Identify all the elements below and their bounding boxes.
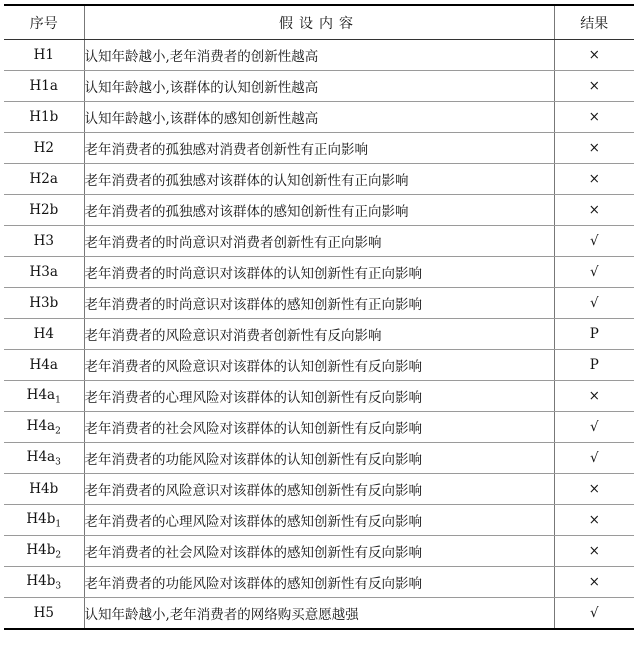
- hypothesis-content: 老年消费者的社会风险对该群体的认知创新性有反向影响: [84, 412, 554, 443]
- hypothesis-content: 认知年龄越小,该群体的认知创新性越高: [84, 71, 554, 102]
- hypothesis-id: [4, 505, 84, 536]
- hypothesis-result: √: [554, 598, 634, 630]
- hypothesis-id: [4, 71, 84, 102]
- hypothesis-id-text: H3: [33, 233, 54, 249]
- hypothesis-id: [4, 474, 84, 505]
- table-row: [4, 257, 634, 288]
- hypothesis-result: ×: [554, 474, 634, 505]
- hypothesis-id-subscript: 2: [55, 426, 61, 437]
- header-result: 结果: [554, 5, 634, 40]
- hypothesis-id-subscript: 1: [55, 395, 61, 406]
- hypothesis-id-text: H4b: [29, 481, 59, 497]
- hypothesis-id-text: H4b: [26, 572, 56, 589]
- hypothesis-result: ×: [554, 381, 634, 412]
- table-row: [4, 412, 634, 443]
- hypothesis-result: √: [554, 226, 634, 257]
- hypothesis-content: 认知年龄越小,老年消费者的创新性越高: [84, 40, 554, 71]
- table-row: [4, 350, 634, 381]
- hypothesis-id: [4, 567, 84, 598]
- table-row: [4, 381, 634, 412]
- hypothesis-id-text: H4a: [26, 448, 56, 465]
- hypothesis-content: 老年消费者的功能风险对该群体的感知创新性有反向影响: [84, 567, 554, 598]
- hypothesis-result: ×: [554, 133, 634, 164]
- hypothesis-id-subscript: 1: [55, 519, 62, 530]
- hypothesis-id-subscript: 3: [55, 581, 62, 592]
- table-row: [4, 102, 634, 133]
- hypothesis-id-text: H5: [33, 605, 54, 621]
- table-row: [4, 40, 634, 71]
- hypothesis-id-text: H4a: [26, 386, 56, 403]
- hypothesis-id: [4, 40, 84, 71]
- header-content: 假设内容: [84, 5, 554, 40]
- table-row: [4, 195, 634, 226]
- hypothesis-id-text: H4: [33, 326, 54, 342]
- hypothesis-content: 老年消费者的风险意识对消费者创新性有反向影响: [84, 319, 554, 350]
- hypothesis-content: 老年消费者的时尚意识对该群体的感知创新性有正向影响: [84, 288, 554, 319]
- hypothesis-content: 老年消费者的功能风险对该群体的认知创新性有反向影响: [84, 443, 554, 474]
- table-row: [4, 536, 634, 567]
- hypothesis-id: [4, 598, 84, 630]
- table-row: [4, 133, 634, 164]
- hypothesis-id-text: H4b: [26, 541, 56, 558]
- hypothesis-result: ×: [554, 40, 634, 71]
- table-row: [4, 319, 634, 350]
- hypothesis-id: [4, 226, 84, 257]
- hypothesis-id: [4, 102, 84, 133]
- hypothesis-id-text: H1b: [29, 109, 59, 125]
- hypothesis-id-text: H2a: [29, 171, 58, 187]
- hypothesis-id-text: H3b: [29, 295, 59, 311]
- hypothesis-id: [4, 350, 84, 381]
- hypothesis-id: [4, 257, 84, 288]
- hypothesis-result: ×: [554, 195, 634, 226]
- hypothesis-id-text: H4b: [26, 510, 56, 527]
- hypothesis-content: 老年消费者的孤独感对该群体的感知创新性有正向影响: [84, 195, 554, 226]
- table-body: [4, 40, 634, 630]
- hypothesis-result: P: [554, 350, 634, 381]
- hypothesis-content: 老年消费者的心理风险对该群体的认知创新性有反向影响: [84, 381, 554, 412]
- hypothesis-content: 老年消费者的时尚意识对该群体的认知创新性有正向影响: [84, 257, 554, 288]
- hypothesis-id-text: H4a: [26, 417, 56, 434]
- hypothesis-id: [4, 319, 84, 350]
- table-row: [4, 474, 634, 505]
- hypothesis-result: √: [554, 412, 634, 443]
- table-row: [4, 567, 634, 598]
- table-row: [4, 164, 634, 195]
- hypothesis-table: [4, 4, 634, 630]
- table-row: [4, 505, 634, 536]
- hypothesis-id-text: H2: [33, 140, 54, 156]
- hypothesis-content: 认知年龄越小,该群体的感知创新性越高: [84, 102, 554, 133]
- hypothesis-content: 老年消费者的孤独感对消费者创新性有正向影响: [84, 133, 554, 164]
- hypothesis-id: [4, 195, 84, 226]
- hypothesis-id-subscript: 2: [55, 550, 62, 561]
- hypothesis-id-text: H1a: [29, 78, 58, 94]
- hypothesis-result: ×: [554, 536, 634, 567]
- hypothesis-id: [4, 443, 84, 474]
- hypothesis-id-text: H2b: [29, 202, 59, 218]
- table-row: [4, 226, 634, 257]
- hypothesis-id: [4, 412, 84, 443]
- hypothesis-result: √: [554, 443, 634, 474]
- hypothesis-content: 认知年龄越小,老年消费者的网络购买意愿越强: [84, 598, 554, 630]
- hypothesis-id: [4, 133, 84, 164]
- table-row: [4, 443, 634, 474]
- hypothesis-result: √: [554, 257, 634, 288]
- hypothesis-id: [4, 381, 84, 412]
- table-row: [4, 288, 634, 319]
- hypothesis-content: 老年消费者的孤独感对该群体的认知创新性有正向影响: [84, 164, 554, 195]
- hypothesis-content: 老年消费者的风险意识对该群体的感知创新性有反向影响: [84, 474, 554, 505]
- hypothesis-content: 老年消费者的心理风险对该群体的感知创新性有反向影响: [84, 505, 554, 536]
- header-id: 序号: [4, 5, 84, 40]
- hypothesis-result: ×: [554, 102, 634, 133]
- hypothesis-result: ×: [554, 567, 634, 598]
- hypothesis-content: 老年消费者的社会风险对该群体的感知创新性有反向影响: [84, 536, 554, 567]
- hypothesis-id-text: H4a: [29, 357, 58, 373]
- hypothesis-id-subscript: 3: [55, 457, 61, 468]
- hypothesis-content: 老年消费者的风险意识对该群体的认知创新性有反向影响: [84, 350, 554, 381]
- table-row: [4, 598, 634, 630]
- table-header-row: [4, 5, 634, 40]
- hypothesis-id: [4, 536, 84, 567]
- hypothesis-id-text: H1: [33, 47, 54, 63]
- hypothesis-result: √: [554, 288, 634, 319]
- hypothesis-id-text: H3a: [29, 264, 58, 280]
- hypothesis-content: 老年消费者的时尚意识对消费者创新性有正向影响: [84, 226, 554, 257]
- hypothesis-result: ×: [554, 164, 634, 195]
- hypothesis-result: ×: [554, 71, 634, 102]
- hypothesis-id: [4, 164, 84, 195]
- hypothesis-result: P: [554, 319, 634, 350]
- hypothesis-result: ×: [554, 505, 634, 536]
- table-row: [4, 71, 634, 102]
- hypothesis-id: [4, 288, 84, 319]
